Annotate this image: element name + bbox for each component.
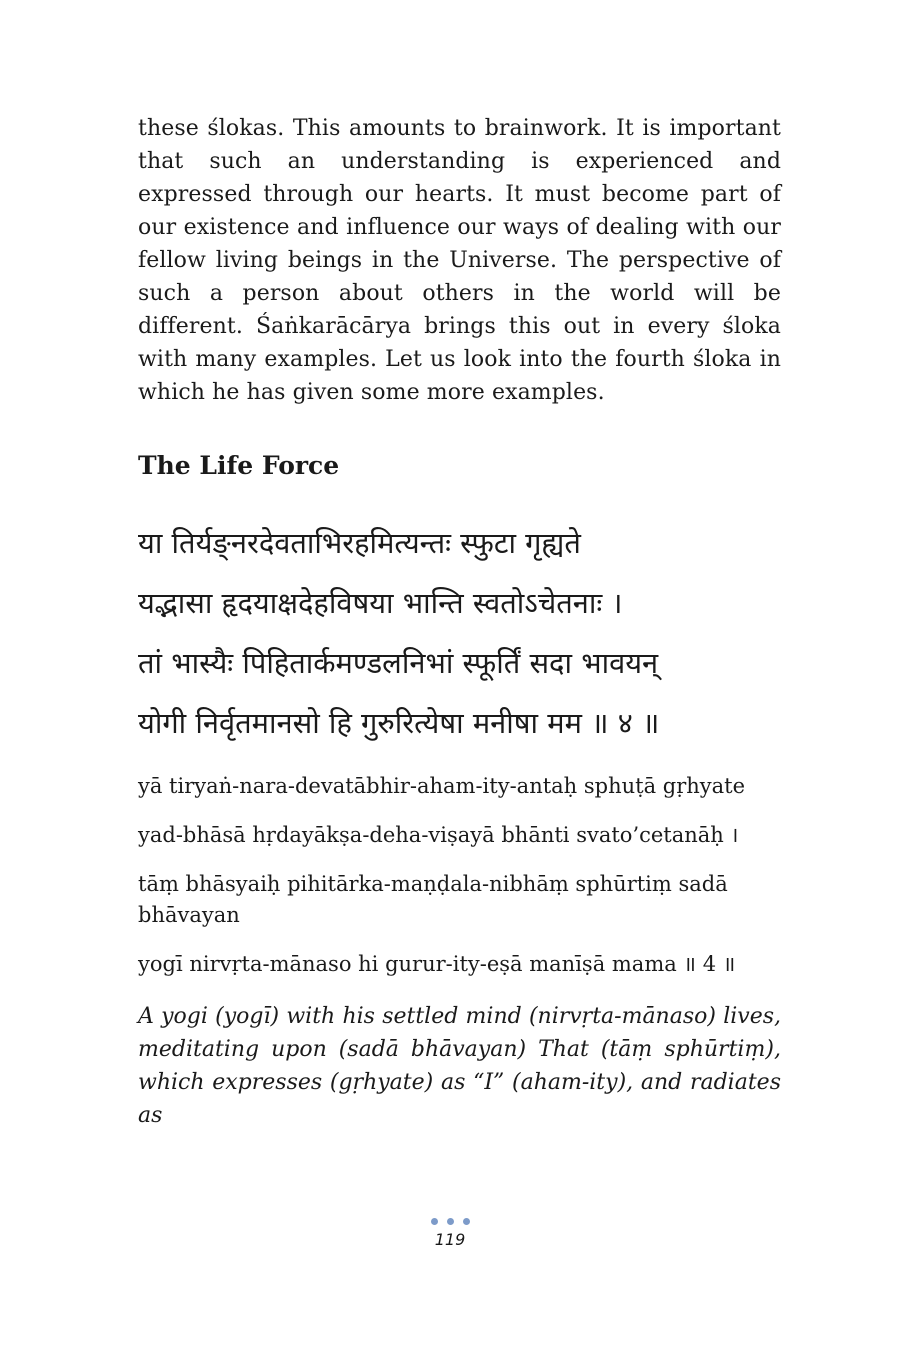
verse-line: योगी निर्वृतमानसो हि गुरुरित्येषा मनीषा मम ॥ ४ ॥ bbox=[138, 706, 660, 740]
page-number: 119 bbox=[434, 1230, 466, 1249]
section-heading: The Life Force bbox=[138, 451, 340, 480]
dot-ornament bbox=[463, 1218, 470, 1225]
body-paragraph: these ślokas. This amounts to brainwork. It is important that such an understanding is experienced and expressed through our hearts. It must become part of our existence and influence our ways of dealing with our fellow living beings in the Universe. The perspective of such a person about others in the world will be different. Śaṅkarācārya brings this out in every śloka with many examples. Let us look into the fourth śloka in which he has given some more examples. bbox=[138, 116, 781, 405]
transliteration-line: yad-bhāsā hṛdayākṣa-deha-viṣayā bhānti svato’cetanāḥ । bbox=[138, 823, 739, 847]
transliteration bbox=[138, 771, 781, 980]
verse-line: तां भास्यैः पिहितार्कमण्डलनिभां स्फूर्तिं सदा भावयन् bbox=[138, 646, 659, 680]
transliteration-line: yogī nirvṛta-mānaso hi gurur-ity-eṣā manīṣā mama ॥ 4 ॥ bbox=[138, 952, 736, 976]
verse-line: या तिर्यङ्नरदेवताभिरहमित्यन्तः स्फुटा गृह्यते bbox=[138, 526, 581, 560]
sanskrit-verse bbox=[138, 525, 781, 741]
dot-ornament bbox=[431, 1218, 438, 1225]
verse-line: यद्भासा हृदयाक्षदेहविषया भान्ति स्वतोऽचेतनाः । bbox=[138, 586, 623, 620]
page-footer bbox=[0, 1210, 900, 1249]
transliteration-line: yā tiryaṅ-nara-devatābhir-aham-ity-antaḥ sphuṭā gṛhyate bbox=[138, 774, 746, 798]
dot-ornament bbox=[447, 1218, 454, 1225]
transliteration-line: tāṃ bhāsyaiḥ pihitārka-maṇḍala-nibhāṃ sphūrtiṃ sadā bhāvayan bbox=[138, 872, 728, 927]
translation-paragraph: A yogi (yogī) with his settled mind (nirvṛta-mānaso) lives, meditating upon (sadā bhāvayan) That (tāṃ sphūrtiṃ), which expresses (gṛhyate) as “I” (aham-ity), and radiates as bbox=[138, 1004, 781, 1128]
ornament-dots bbox=[431, 1218, 470, 1225]
page-content bbox=[138, 112, 781, 1132]
